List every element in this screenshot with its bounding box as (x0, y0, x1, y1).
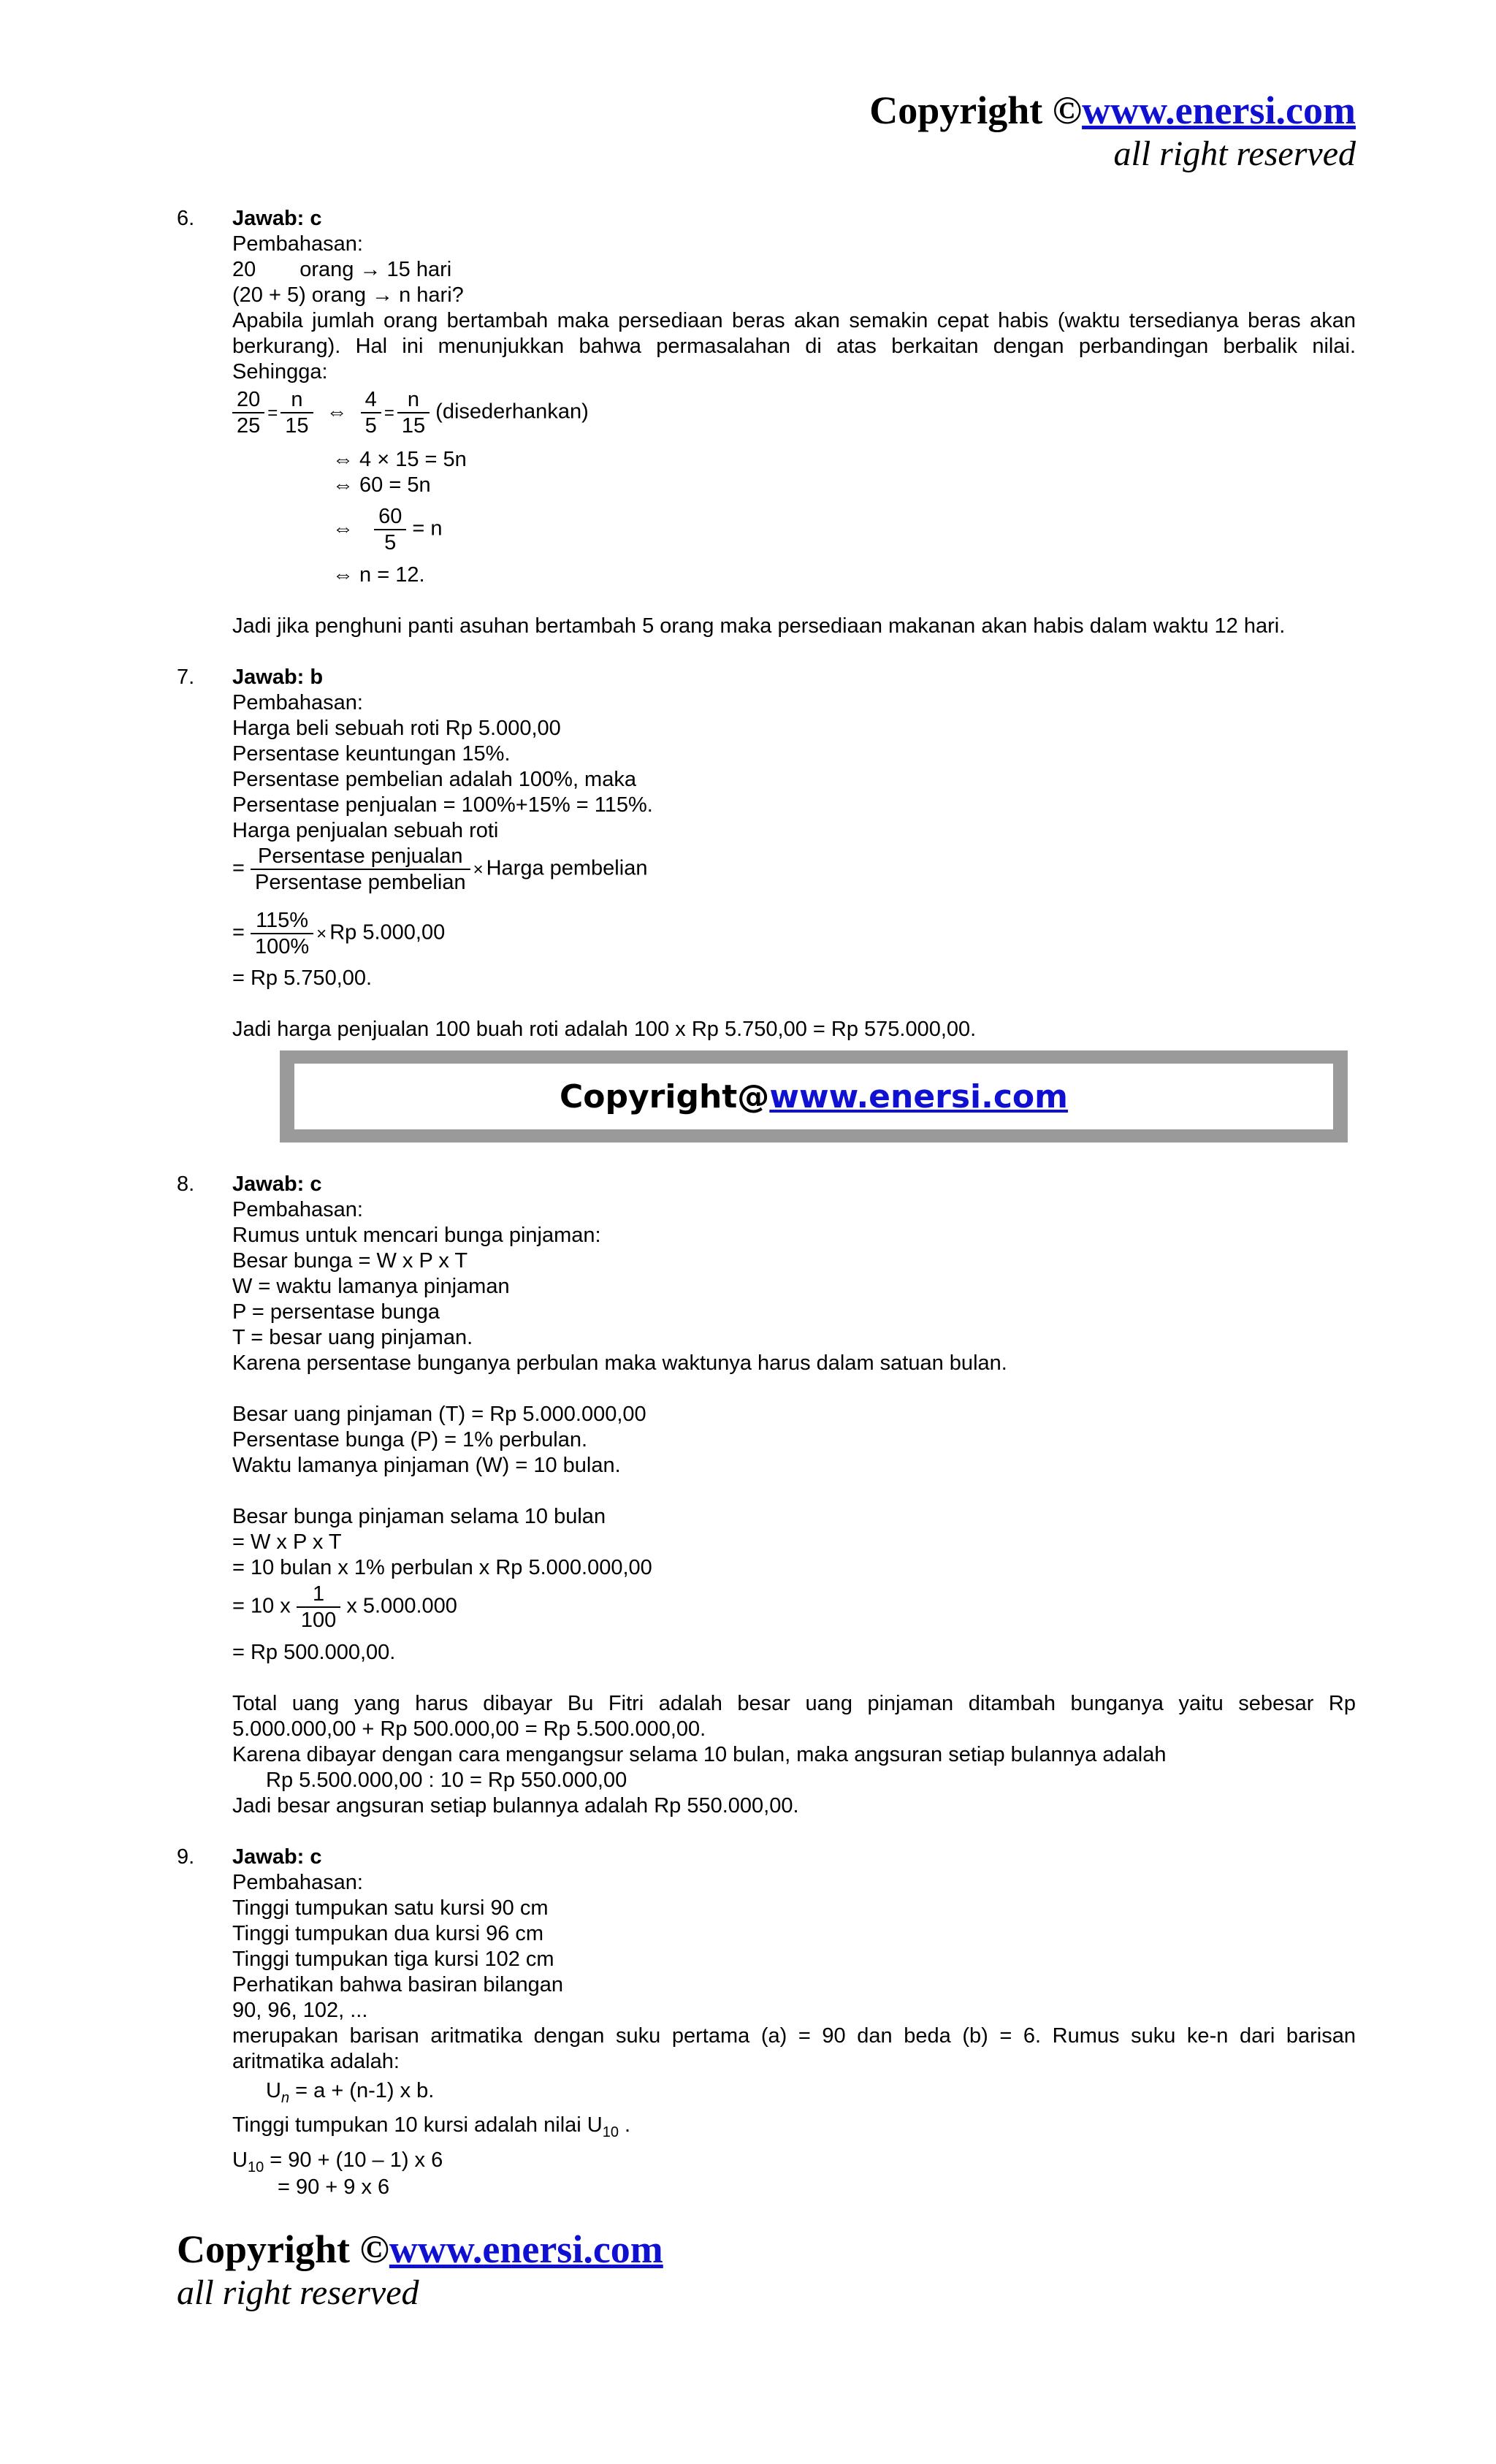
q6-step4: ⇔ n = 12. (332, 563, 425, 587)
q8-line2: Besar bunga = W x P x T (232, 1249, 468, 1273)
q8-para1: Total uang yang harus dibayar Bu Fitri adalah besar uang pinjaman ditambah bunganya yaitu sebesar Rp (232, 1692, 1356, 1715)
q7-result: = Rp 5.750,00. (232, 966, 373, 990)
fraction: $\frac{60}{5}$ (374, 504, 406, 555)
q9-answer: Jawab: c (232, 1845, 322, 1869)
q6-pembahasan: Pembahasan: (232, 232, 363, 256)
q9-line2: Tinggi tumpukan dua kursi 96 cm (232, 1922, 544, 1945)
q8-line11: = W x P x T (232, 1530, 342, 1554)
q6-fraction-equation: $\frac{20}{25}$ = $\frac{n}{15}$ ⇔ $\frac{4}{5}$ = $\frac{n}{15}$ (disederhankan) (232, 387, 589, 438)
footer-rights: all right reserved (177, 2273, 419, 2312)
q8-line9: Waktu lamanya pinjaman (W) = 10 bulan. (232, 1454, 621, 1477)
q6-line2: (20 + 5) orang → n hari? (232, 283, 464, 307)
q6-para2: berkurang). Hal ini menunjukkan bahwa permasalahan di atas berkaitan dengan perbandingan berbalik nilai. (232, 335, 1356, 358)
footer-link[interactable]: www.enersi.com (389, 2227, 663, 2271)
q8-para3: Karena dibayar dengan cara mengangsur selama 10 bulan, maka angsuran setiap bulannya adalah (232, 1743, 1167, 1766)
q9-u10-line2: = 90 + 9 x 6 (278, 2175, 390, 2199)
q9-u10-line1: $U_{10} = 90 + (10 - 1)$ x 6 (232, 2148, 443, 2175)
q8-line8: Persentase bunga (P) = 1% perbulan. (232, 1428, 588, 1452)
q6-step2: ⇔ 60 = 5n (332, 473, 431, 497)
q8-line13: = 10 x $\frac{1}{100}$ x 5.000.000 (232, 1582, 457, 1632)
fraction: $\frac{1}{100}$ (297, 1582, 340, 1633)
q7-line3: Persentase pembelian adalah 100%, maka (232, 768, 636, 791)
q9-number: 9. (177, 1845, 195, 1869)
q8-line1: Rumus untuk mencari bunga pinjaman: (232, 1224, 601, 1247)
fraction: $\frac{\text{Persentase penjualan}}{\text{Persentase pembelian}}$ (251, 844, 470, 895)
q8-line5: T = besar uang pinjaman. (232, 1326, 473, 1349)
q9-para2: aritmatika adalah: (232, 2050, 400, 2073)
q7-line5: Harga penjualan sebuah roti (232, 819, 499, 842)
header-rights: all right reserved (1113, 134, 1356, 173)
copyright-banner (280, 1050, 1348, 1143)
q9-t10: Tinggi tumpukan 10 kursi adalah nilai $U_{10}$ . (232, 2113, 631, 2140)
q7-number: 7. (177, 665, 195, 689)
q7-conclusion: Jadi harga penjualan 100 buah roti adalah 100 x Rp 5.750,00 = Rp 575.000,00. (232, 1018, 977, 1041)
q7-line1: Harga beli sebuah roti Rp 5.000,00 (232, 717, 561, 740)
q8-line14: = Rp 500.000,00. (232, 1641, 396, 1664)
q6-conclusion: Jadi jika penghuni panti asuhan bertambah 5 orang maka persediaan makanan akan habis dalam waktu 12 hari. (232, 614, 1286, 638)
fraction: $\frac{4}{5}$ (361, 387, 381, 438)
q8-answer: Jawab: c (232, 1172, 322, 1196)
q7-calc: = $\frac{115\%}{100\%}$ × Rp 5.000,00 (232, 909, 446, 958)
q8-line4: P = persentase bunga (232, 1300, 440, 1324)
q7-line2: Persentase keuntungan 15%. (232, 742, 511, 766)
q9-line4: Perhatikan bahwa basiran bilangan (232, 1973, 564, 1996)
fraction: $\frac{n}{15}$ (397, 387, 430, 438)
copyright-banner-inner: Copyright@ www.enersi.com (294, 1064, 1333, 1129)
q8-para2: 5.000.000,00 + Rp 500.000,00 = Rp 5.500.000,00. (232, 1717, 706, 1741)
q8-line3: W = waktu lamanya pinjaman (232, 1275, 510, 1298)
q6-step1: ⇔ 4 × 15 = 5n (332, 448, 467, 471)
q8-para5: Jadi besar angsuran setiap bulannya adalah Rp 550.000,00. (232, 1794, 799, 1818)
q9-line5: 90, 96, 102, ... (232, 1999, 368, 2022)
page-header (869, 88, 1356, 175)
q8-line6: Karena persentase bunganya perbulan maka waktunya harus dalam satuan bulan. (232, 1351, 1007, 1375)
q9-pembahasan: Pembahasan: (232, 1871, 363, 1894)
fraction: $\frac{20}{25}$ (232, 387, 264, 438)
q9-un-formula: $U_n = a + (n-1)$ x b. (266, 2079, 435, 2106)
q9-line1: Tinggi tumpukan satu kursi 90 cm (232, 1896, 549, 1920)
q7-formula: = $\frac{\text{Persentase penjualan}}{\text{Persentase pembelian}}$ × Harga pembelian (232, 844, 648, 894)
q6-step3: ⇔ $\frac{60}{5}$ = n (332, 505, 443, 554)
q7-answer: Jawab: b (232, 665, 324, 689)
q7-pembahasan: Pembahasan: (232, 691, 363, 714)
q8-para4: Rp 5.500.000,00 : 10 = Rp 550.000,00 (266, 1769, 627, 1792)
q8-line7: Besar uang pinjaman (T) = Rp 5.000.000,00 (232, 1403, 646, 1426)
q6-answer: Jawab: c (232, 207, 322, 230)
q8-number: 8. (177, 1172, 195, 1196)
q6-number: 6. (177, 207, 195, 230)
q6-sehingga: Sehingga: (232, 360, 328, 384)
header-link[interactable]: www.enersi.com (1082, 88, 1356, 132)
q8-line10: Besar bunga pinjaman selama 10 bulan (232, 1505, 606, 1528)
footer-copyright: Copyright ©www.enersi.com (177, 2227, 663, 2271)
header-copyright: Copyright ©www.enersi.com (869, 88, 1356, 132)
q8-pembahasan: Pembahasan: (232, 1198, 363, 1221)
page-footer (177, 2227, 663, 2314)
q6-para1: Apabila jumlah orang bertambah maka persediaan beras akan semakin cepat habis (waktu tersedianya beras akan (232, 309, 1356, 332)
q7-line4: Persentase penjualan = 100%+15% = 115%. (232, 793, 653, 817)
fraction: $\frac{n}{15}$ (280, 387, 313, 438)
q9-para1: merupakan barisan aritmatika dengan suku pertama (a) = 90 dan beda (b) = 6. Rumus suku ke-n dari barisan (232, 2024, 1356, 2048)
q8-line12: = 10 bulan x 1% perbulan x Rp 5.000.000,00 (232, 1556, 652, 1579)
banner-link[interactable]: www.enersi.com (769, 1077, 1069, 1115)
fraction: $\frac{115\%}{100\%}$ (251, 908, 313, 959)
q9-line3: Tinggi tumpukan tiga kursi 102 cm (232, 1948, 554, 1971)
q6-line1: 20 orang → 15 hari (232, 258, 452, 281)
